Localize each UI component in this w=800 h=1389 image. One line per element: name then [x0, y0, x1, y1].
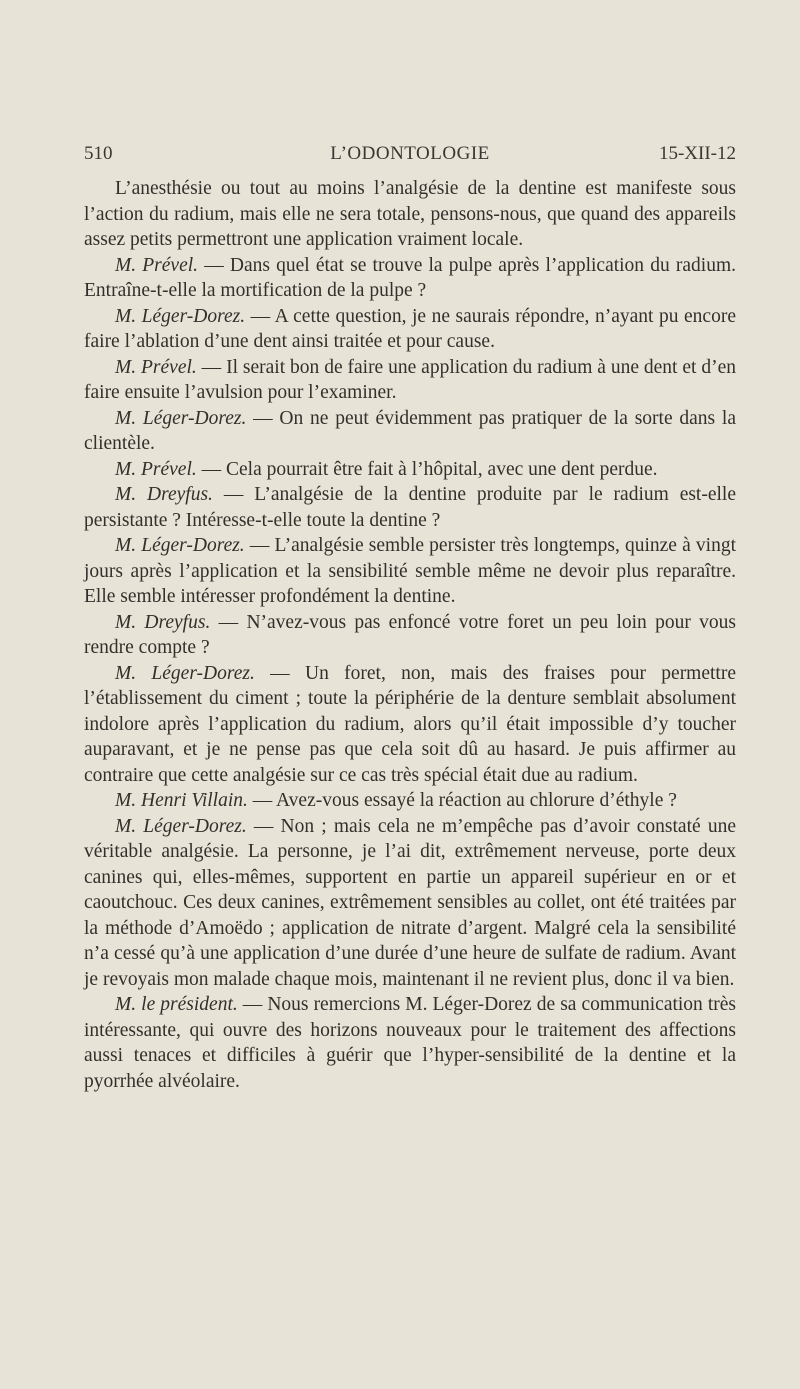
paragraph-text: — Cela pourrait être fait à l’hôpital, avec une dent perdue. [196, 458, 658, 480]
speaker-name: M. Léger-Dorez. [115, 535, 245, 556]
speaker-name: M. Henri Villain. [115, 790, 248, 811]
paragraph-text: — A cette question, je ne saurais répondre, n’ayant pu encore faire l’ablation d’une dent ainsi traitée et pour cause. [84, 305, 736, 352]
paragraph [84, 482, 736, 533]
paragraph [84, 788, 736, 814]
running-header [84, 143, 736, 167]
speaker-name: M. Léger-Dorez. [115, 815, 247, 837]
page-number: 510 [84, 143, 113, 164]
paragraph-text: L’anesthésie ou tout au moins l’analgésie de la dentine est manifeste sous l’action du radium, mais elle ne sera totale, pensons-nous, que quand des appareils assez petits permettront une application vraiment locale. [84, 178, 736, 250]
paragraph [84, 661, 736, 789]
speaker-name: M. Dreyfus. [115, 611, 211, 633]
paragraph-text: — Avez-vous essayé la réaction au chlorure d’éthyle ? [247, 790, 677, 811]
speaker-name: M. le président. [115, 994, 238, 1015]
speaker-name: M. Léger-Dorez. [115, 662, 255, 684]
paragraph-text: — Dans quel état se trouve la pulpe après l’application du radium. Entraîne-t-elle la mortification de la pulpe ? [84, 254, 736, 301]
paragraph [84, 992, 736, 1094]
issue-date: 15-XII-12 [658, 143, 736, 164]
speaker-name: M. Léger-Dorez. [115, 305, 246, 327]
paragraph-text: — L’analgésie de la dentine produite par le radium est-elle persistante ? Intéresse-t-elle toute la dentine ? [84, 484, 736, 531]
speaker-name: M. Prével. [115, 356, 197, 378]
paragraph [84, 176, 736, 253]
paragraph-text: — N’avez-vous pas enfoncé votre foret un peu loin pour vous rendre compte ? [84, 611, 736, 658]
page-body [84, 176, 736, 1094]
paragraph-text: — On ne peut évidemment pas pratiquer de la sorte dans la clientèle. [84, 407, 736, 454]
paragraph [84, 814, 736, 993]
speaker-name: M. Prével. [115, 458, 197, 480]
speaker-name: M. Prével. [115, 254, 199, 276]
running-title: L’ODONTOLOGIE [330, 143, 490, 164]
paragraph [84, 457, 736, 483]
paragraph-text: — Il serait bon de faire une application du radium à une dent et d’en faire ensuite l’avulsion pour l’examiner. [84, 356, 736, 403]
paragraph-text: — Non ; mais cela ne m’empêche pas d’avoir constaté une véritable analgésie. La personne, je l’ai dit, extrêmement nerveuse, porte deux canines qui, elles-mêmes, supportent en partie un appareil supérieur en or et caoutchouc. Ces deux canines, extrêmement sensibles au collet, ont été traitées par la méthode d’Amoëdo ; application de nitrate d’argent. Malgré cela la sensibilité n’a cessé qu’à une application d’une durée d’une heure de sulfate de radium. Avant je revoyais mon malade chaque mois, maintenant il ne revient plus, donc il va bien. [84, 815, 736, 990]
paragraph-text: — Un foret, non, mais des fraises pour permettre l’établissement du ciment ; toute la périphérie de la denture semblait absolument indolore après l’application du radium, alors qu’il était impossible d’y toucher auparavant, et je ne pense pas que cela soit dû au hasard. Je puis affirmer au contraire que cette analgésie sur ce cas très spécial était due au radium. [84, 662, 736, 786]
paragraph [84, 253, 736, 304]
speaker-name: M. Dreyfus. [115, 484, 213, 505]
paragraph [84, 533, 736, 610]
paragraph [84, 406, 736, 457]
paragraph [84, 355, 736, 406]
paragraph-text: — Nous remercions M. Léger-Dorez de sa communication très intéressante, qui ouvre des horizons nouveaux pour le traitement des affections aussi tenaces et difficiles à guérir que l’hyper-sensibilité de la dentine et la pyorrhée alvéolaire. [84, 994, 737, 1092]
paragraph [84, 304, 736, 355]
paragraph [84, 610, 736, 661]
paragraph-text: — L’analgésie semble persister très longtemps, quinze à vingt jours après l’application et la sensibilité semble même ne devoir plus reparaître. Elle semble intéresser profondément la dentine. [84, 535, 736, 607]
speaker-name: M. Léger-Dorez. [115, 407, 247, 429]
